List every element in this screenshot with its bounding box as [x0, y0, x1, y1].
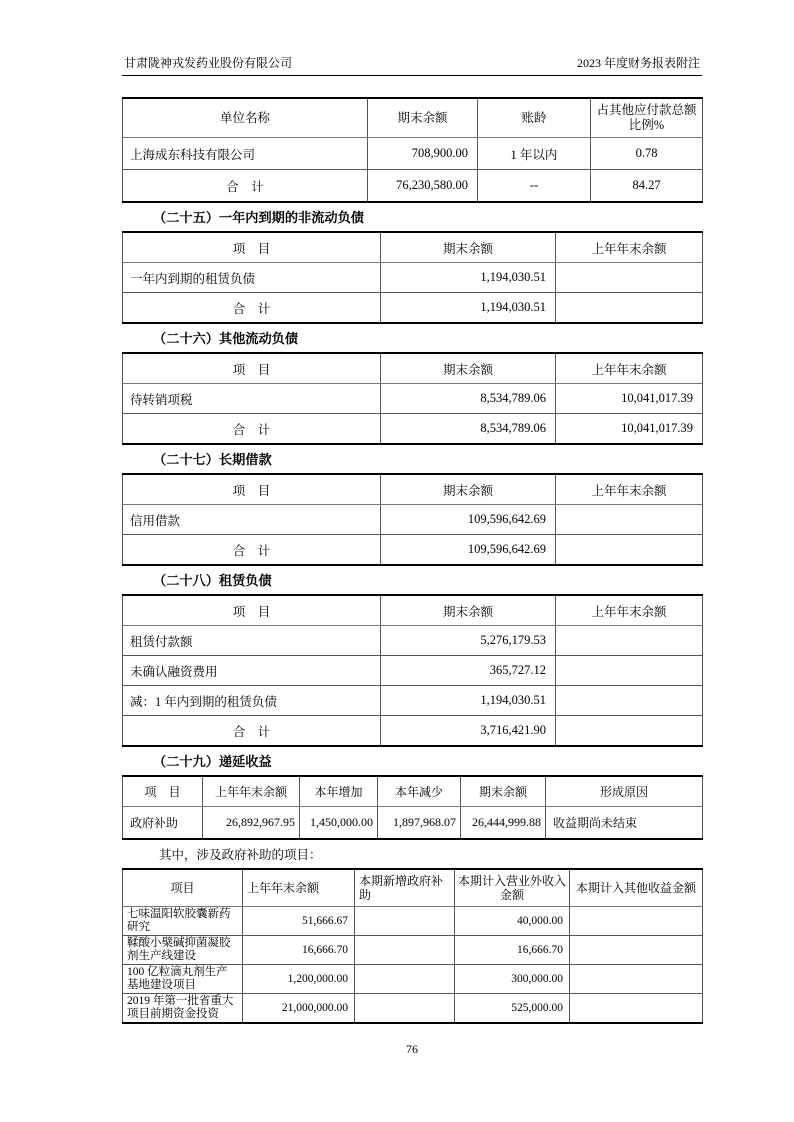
section-title-26: （二十六）其他流动负债: [153, 331, 299, 346]
col-header: 期末余额: [381, 232, 556, 263]
table-cell: 100 亿粒滴丸剂生产基地建设项目: [123, 965, 243, 994]
col-header: 上年年末余额: [556, 353, 703, 384]
table-cell: [556, 263, 703, 293]
document-title: 2023 年度财务报表附注: [576, 56, 700, 70]
col-header: 占其他应付款总额比例%: [591, 98, 703, 138]
page-number: 76: [406, 1042, 418, 1056]
lease-liabilities-table: [122, 594, 703, 747]
table-cell: 未确认融资费用: [123, 656, 381, 686]
table-row: [123, 384, 703, 414]
table-cell: 政府补助: [123, 807, 203, 840]
table-row: [123, 138, 703, 170]
col-header: 上年年末余额: [203, 776, 300, 807]
table-cell: 1,194,030.51: [381, 293, 556, 324]
col-header: 上年年末余额: [556, 474, 703, 505]
col-header: 本期计入营业外收入金额: [455, 869, 570, 907]
table-header-row: [123, 776, 703, 807]
col-header: 上年年末余额: [556, 595, 703, 626]
table-cell: 2019 年第一批省重大项目前期资金投资: [123, 994, 243, 1024]
col-header: 项 目: [123, 595, 381, 626]
table-cell: [570, 965, 703, 994]
table-cell: [556, 535, 703, 566]
table-cell: 26,892,967.95: [203, 807, 300, 840]
table-cell: 708,900.00: [368, 138, 478, 170]
col-header: 上年年末余额: [556, 232, 703, 263]
table-cell: 10,041,017.39: [556, 414, 703, 445]
table-cell: 1,194,030.51: [381, 263, 556, 293]
table-header-row: [123, 98, 703, 138]
company-name: 甘肃陇神戎发药业股份有限公司: [124, 56, 293, 70]
table-cell: --: [478, 170, 591, 203]
gov-subsidy-projects-table: [122, 868, 703, 1024]
table-cell: [556, 505, 703, 535]
table-cell: 365,727.12: [381, 656, 556, 686]
table-cell: 合 计: [123, 414, 381, 445]
total-row: [123, 414, 703, 445]
col-header: 项 目: [123, 353, 381, 384]
table-cell: 1,200,000.00: [243, 965, 355, 994]
table-cell: 上海成东科技有限公司: [123, 138, 368, 170]
col-header: 本期计入其他收益金额: [570, 869, 703, 907]
table-cell: 109,596,642.69: [381, 535, 556, 566]
col-header: 账龄: [478, 98, 591, 138]
table-cell: 租赁付款额: [123, 626, 381, 656]
total-row: [123, 535, 703, 566]
table-cell: 21,000,000.00: [243, 994, 355, 1024]
section-title-25: （二十五）一年内到期的非流动负债: [153, 210, 364, 225]
table-cell: 26,444,999.88: [461, 807, 546, 840]
table-header-row: [123, 595, 703, 626]
section-title-28: （二十八）租赁负债: [153, 573, 272, 588]
table-cell: 525,000.00: [455, 994, 570, 1024]
table-cell: 信用借款: [123, 505, 381, 535]
col-header: 上年年末余额: [243, 869, 355, 907]
table-cell: 3,716,421.90: [381, 716, 556, 747]
col-header: 项 目: [123, 232, 381, 263]
table-row: [123, 505, 703, 535]
table-row: [123, 965, 703, 994]
col-header: 本年增加: [300, 776, 378, 807]
col-header: 期末余额: [381, 595, 556, 626]
table-row: [123, 994, 703, 1024]
table-cell: 七味温阳软胶囊新药研究: [123, 907, 243, 936]
table-cell: 鞣酸小檗碱抑菌凝胶剂生产线建设: [123, 936, 243, 965]
table-cell: 1,194,030.51: [381, 686, 556, 716]
table-header-row: [123, 353, 703, 384]
table-cell: [355, 907, 455, 936]
col-header: 本期新增政府补助: [355, 869, 455, 907]
long-term-loans-table: [122, 473, 703, 566]
table-cell: [570, 936, 703, 965]
table-cell: 合 计: [123, 716, 381, 747]
table-header-row: [123, 474, 703, 505]
col-header: 期末余额: [368, 98, 478, 138]
table-cell: 16,666.70: [455, 936, 570, 965]
table-cell: 16,666.70: [243, 936, 355, 965]
table-cell: 5,276,179.53: [381, 626, 556, 656]
table-cell: 合 计: [123, 293, 381, 324]
table-cell: 40,000.00: [455, 907, 570, 936]
table-cell: [355, 936, 455, 965]
table-cell: 1 年以内: [478, 138, 591, 170]
table-cell: 8,534,789.06: [381, 384, 556, 414]
table-cell: 1,450,000.00: [300, 807, 378, 840]
table-cell: 300,000.00: [455, 965, 570, 994]
table-cell: 76,230,580.00: [368, 170, 478, 203]
other-current-liabilities-table: [122, 352, 703, 445]
col-header: 形成原因: [546, 776, 703, 807]
table-cell: [556, 293, 703, 324]
section-title-27: （二十七）长期借款: [153, 452, 272, 467]
table-cell: 待转销项税: [123, 384, 381, 414]
table-cell: 收益期尚未结束: [546, 807, 703, 840]
table-cell: [355, 965, 455, 994]
table-cell: [556, 716, 703, 747]
table-header-row: [123, 869, 703, 907]
table-cell: 减：1 年内到期的租赁负债: [123, 686, 381, 716]
page-content: [122, 55, 702, 1024]
table-cell: 合 计: [123, 170, 368, 203]
col-header: 期末余额: [381, 474, 556, 505]
total-row: [123, 293, 703, 324]
col-header: 期末余额: [381, 353, 556, 384]
table-cell: [355, 994, 455, 1024]
col-header: 本年减少: [378, 776, 461, 807]
table-cell: 1,897,968.07: [378, 807, 461, 840]
table-cell: [556, 686, 703, 716]
col-header: 项 目: [123, 776, 203, 807]
table-cell: 10,041,017.39: [556, 384, 703, 414]
table-row: [123, 907, 703, 936]
table-cell: [570, 907, 703, 936]
gov-subsidy-note: 其中，涉及政府补助的项目：: [159, 848, 322, 862]
table-row: [123, 807, 703, 840]
table-row: [123, 263, 703, 293]
table-row: [123, 626, 703, 656]
col-header: 项 目: [123, 474, 381, 505]
total-row: [123, 716, 703, 747]
section-title-29: （二十九）递延收益: [153, 754, 272, 769]
table-cell: 109,596,642.69: [381, 505, 556, 535]
table-cell: 51,666.67: [243, 907, 355, 936]
deferred-income-table: [122, 775, 703, 840]
table-cell: 84.27: [591, 170, 703, 203]
noncurrent-liabilities-due-table: [122, 231, 703, 324]
table-cell: [556, 656, 703, 686]
table-cell: [556, 626, 703, 656]
total-row: [123, 170, 703, 203]
table-header-row: [123, 232, 703, 263]
col-header: 项目: [123, 869, 243, 907]
table-cell: [570, 994, 703, 1024]
table-cell: 合 计: [123, 535, 381, 566]
table-row: [123, 656, 703, 686]
page-header: [122, 55, 702, 76]
other-payables-table: [122, 97, 703, 203]
col-header: 单位名称: [123, 98, 368, 138]
table-cell: 8,534,789.06: [381, 414, 556, 445]
table-row: [123, 686, 703, 716]
table-cell: 0.78: [591, 138, 703, 170]
table-row: [123, 936, 703, 965]
table-cell: 一年内到期的租赁负债: [123, 263, 381, 293]
col-header: 期末余额: [461, 776, 546, 807]
